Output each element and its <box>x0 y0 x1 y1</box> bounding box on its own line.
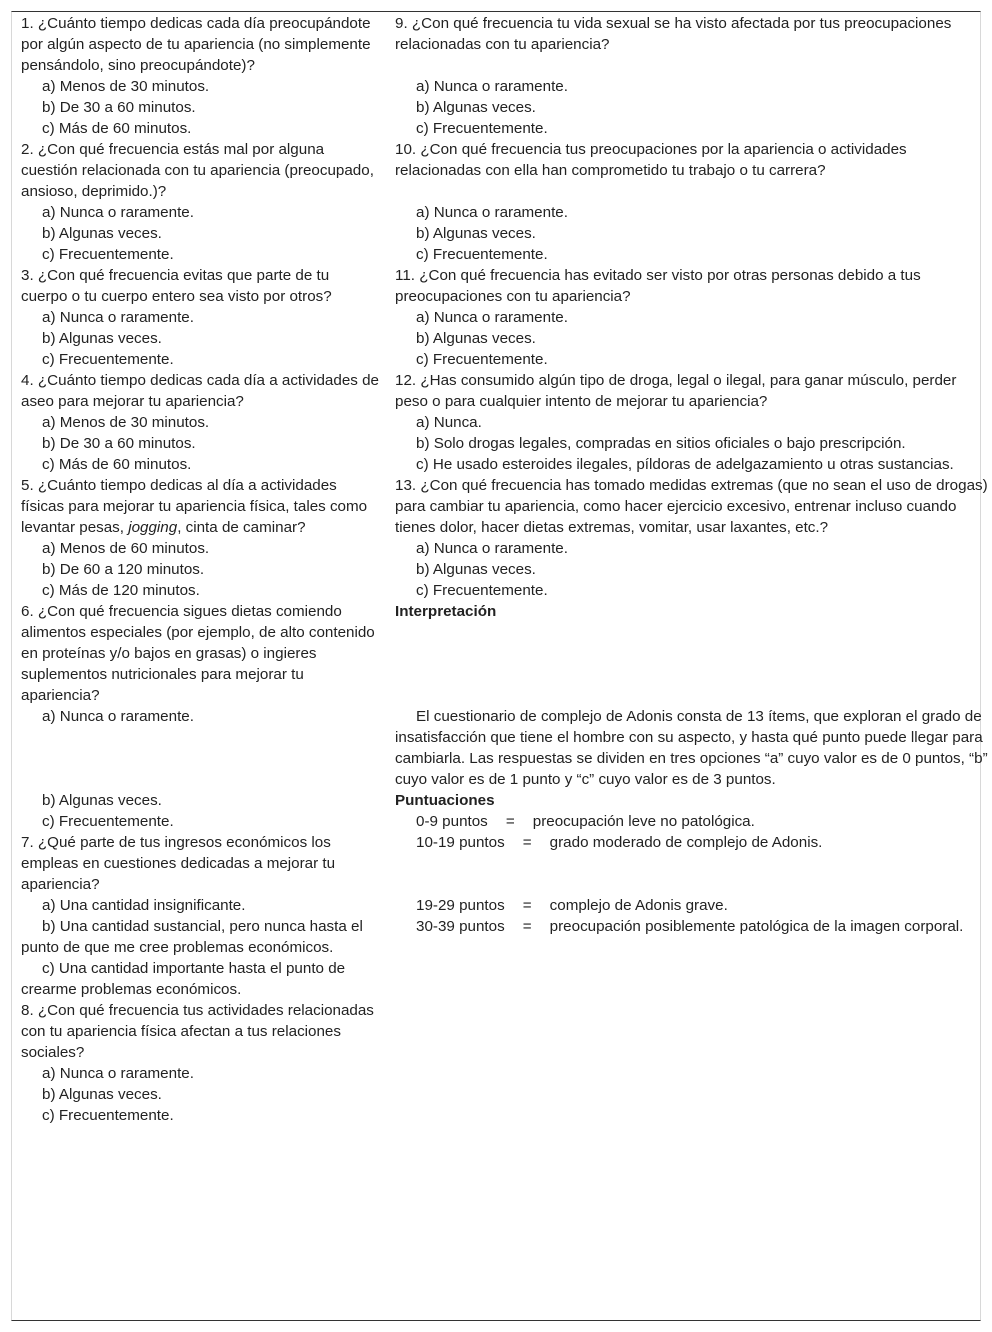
answer-option: a) Nunca o raramente. <box>416 540 568 557</box>
answer-option: c) Más de 60 minutos. <box>42 456 192 473</box>
equals-sign: = <box>522 918 532 935</box>
score-meaning: preocupación leve no patológica. <box>532 813 755 830</box>
answer-option: a) Menos de 30 minutos. <box>42 414 210 431</box>
empty-cell <box>387 1105 992 1126</box>
table-row <box>12 412 992 433</box>
answer-option: c) Frecuentemente. <box>416 351 548 368</box>
table-row <box>12 475 992 538</box>
emphasized-term: jogging <box>128 519 178 536</box>
table-row <box>12 433 992 454</box>
table-row <box>12 559 992 580</box>
answer-option: b) Algunas veces. <box>42 1086 162 1103</box>
score-points: 30-39 puntos <box>416 918 505 935</box>
answer-option: c) Más de 60 minutos. <box>42 120 192 137</box>
table-row <box>12 454 992 475</box>
questionnaire-frame <box>11 11 988 1321</box>
empty-cell <box>387 958 992 1000</box>
table-row <box>12 307 992 328</box>
question-cell: 4. ¿Cuánto tiempo dedicas cada día a actividades de aseo para mejorar tu apariencia? <box>21 372 379 410</box>
answer-option: c) Una cantidad importante hasta el punto de crearme problemas económicos. <box>21 960 346 998</box>
answer-option: b) De 60 a 120 minutos. <box>42 561 205 578</box>
answer-option: c) He usado esteroides ilegales, píldoras de adelgazamiento u otras sustancias. <box>416 456 954 473</box>
question-cell: 6. ¿Con qué frecuencia sigues dietas comiendo alimentos especiales (por ejemplo, de alto contenido en proteínas y/o bajos en grasas) o ingieres suplementos nutricionales para mejorar tu apariencia? <box>21 603 375 704</box>
interpretation-heading: Interpretación <box>395 603 497 620</box>
score-points: 10-19 puntos <box>416 834 505 851</box>
table-row <box>12 1084 992 1105</box>
table-row <box>12 202 992 223</box>
answer-option: c) Frecuentemente. <box>42 1107 174 1124</box>
question-cell: 9. ¿Con qué frecuencia tu vida sexual se ha visto afectada por tus preocupaciones relacionadas con tu apariencia? <box>395 15 952 53</box>
answer-option: a) Menos de 60 minutos. <box>42 540 210 557</box>
answer-option: b) Algunas veces. <box>416 330 536 347</box>
table-row <box>12 1063 992 1084</box>
question-cell: 7. ¿Qué parte de tus ingresos económicos los empleas en cuestiones dedicadas a mejorar tu apariencia? <box>21 834 336 893</box>
table-row <box>12 580 992 601</box>
table-row <box>12 118 992 139</box>
empty-cell <box>387 1000 992 1063</box>
table-row <box>12 370 992 412</box>
score-meaning: preocupación posiblemente patológica de la imagen corporal. <box>549 918 964 935</box>
table-row <box>12 76 992 97</box>
question-cell: 12. ¿Has consumido algún tipo de droga, legal o ilegal, para ganar músculo, perder peso o para cualquier intento de mejorar tu apariencia? <box>395 372 957 410</box>
table-row <box>12 1105 992 1126</box>
scores-heading: Puntuaciones <box>395 792 495 809</box>
table-row <box>12 958 992 1000</box>
answer-option: a) Nunca o raramente. <box>416 309 568 326</box>
answer-option: b) Algunas veces. <box>42 330 162 347</box>
table-row <box>12 97 992 118</box>
answer-option: a) Nunca. <box>416 414 482 431</box>
answer-option: a) Una cantidad insignificante. <box>42 897 246 914</box>
table-row <box>12 916 992 958</box>
table-row <box>12 601 992 706</box>
score-points: 0-9 puntos <box>416 813 488 830</box>
table-row <box>12 832 992 895</box>
answer-option: b) Algunas veces. <box>416 561 536 578</box>
question-cell: 13. ¿Con qué frecuencia has tomado medidas extremas (que no sean el uso de drogas) para cambiar tu apariencia, como hacer ejercicio excesivo, entrenar incluso cuando tienes dolor, hacer dietas extremas, vomitar, usar laxantes, etc.? <box>395 477 988 536</box>
score-points: 19-29 puntos <box>416 897 505 914</box>
table-row <box>12 1000 992 1063</box>
answer-option: c) Frecuentemente. <box>416 246 548 263</box>
answer-option: a) Nunca o raramente. <box>42 204 194 221</box>
score-meaning: complejo de Adonis grave. <box>549 897 728 914</box>
question-cell: 5. ¿Cuánto tiempo dedicas al día a actividades físicas para mejorar tu apariencia física, tales como levantar pesas, jogging, cinta de caminar? <box>21 477 368 536</box>
answer-option: c) Frecuentemente. <box>42 246 174 263</box>
answer-option: c) Frecuentemente. <box>42 813 174 830</box>
answer-option: b) De 30 a 60 minutos. <box>42 435 196 452</box>
answer-option: c) Frecuentemente. <box>42 351 174 368</box>
table-row <box>12 538 992 559</box>
questionnaire-table <box>12 12 992 1126</box>
question-cell: 2. ¿Con qué frecuencia estás mal por alguna cuestión relacionada con tu apariencia (preocupado, ansioso, deprimido.)? <box>21 141 374 200</box>
answer-option: a) Nunca o raramente. <box>42 309 194 326</box>
table-row <box>12 811 992 832</box>
answer-option: b) De 30 a 60 minutos. <box>42 99 196 116</box>
answer-option: b) Una cantidad sustancial, pero nunca hasta el punto de que me cree problemas económicos. <box>21 918 363 956</box>
answer-option: c) Frecuentemente. <box>416 582 548 599</box>
table-row <box>12 895 992 916</box>
table-row <box>12 139 992 202</box>
interpretation-text: El cuestionario de complejo de Adonis consta de 13 ítems, que exploran el grado de insatisfacción que tiene el hombre con su aspecto, y hasta qué punto puede llegar para cambiarla. Las respuestas se dividen en tres opciones “a” cuyo valor es de 0 puntos, “b” cuyo valor es de 1 punto y “c” cuyo valor es de 3 puntos. <box>395 708 988 788</box>
table-row <box>12 244 992 265</box>
table-row <box>12 265 992 307</box>
answer-option: a) Nunca o raramente. <box>416 204 568 221</box>
question-cell: 8. ¿Con qué frecuencia tus actividades relacionadas con tu apariencia física afectan a tus relaciones sociales? <box>21 1002 374 1061</box>
score-range <box>387 916 992 958</box>
empty-cell <box>387 1063 992 1084</box>
equals-sign: = <box>522 834 532 851</box>
score-range <box>387 811 992 832</box>
score-range <box>387 832 992 895</box>
answer-option: b) Algunas veces. <box>416 225 536 242</box>
table-row <box>12 706 992 790</box>
table-row <box>12 790 992 811</box>
question-cell: 10. ¿Con qué frecuencia tus preocupaciones por la apariencia o actividades relacionadas con ella han comprometido tu trabajo o tu carrera? <box>395 141 907 179</box>
score-meaning: grado moderado de complejo de Adonis. <box>549 834 823 851</box>
table-row <box>12 328 992 349</box>
answer-option: c) Frecuentemente. <box>416 120 548 137</box>
table-row <box>12 349 992 370</box>
answer-option: b) Algunas veces. <box>42 225 162 242</box>
table-row <box>12 223 992 244</box>
answer-option: b) Solo drogas legales, compradas en sitios oficiales o bajo prescripción. <box>416 435 906 452</box>
answer-option: a) Nunca o raramente. <box>416 78 568 95</box>
table-row <box>12 12 992 76</box>
empty-cell <box>387 1084 992 1105</box>
answer-option: c) Más de 120 minutos. <box>42 582 200 599</box>
equals-sign: = <box>522 897 532 914</box>
question-cell: 3. ¿Con qué frecuencia evitas que parte de tu cuerpo o tu cuerpo entero sea visto por otros? <box>21 267 332 305</box>
answer-option: a) Nunca o raramente. <box>42 708 194 725</box>
answer-option: a) Nunca o raramente. <box>42 1065 194 1082</box>
answer-option: b) Algunas veces. <box>416 99 536 116</box>
score-range <box>387 895 992 916</box>
question-cell: 1. ¿Cuánto tiempo dedicas cada día preocupándote por algún aspecto de tu apariencia (no simplemente pensándolo, sino preocupándote)? <box>21 15 371 74</box>
answer-option: b) Algunas veces. <box>42 792 162 809</box>
equals-sign: = <box>505 813 515 830</box>
answer-option: a) Menos de 30 minutos. <box>42 78 210 95</box>
question-cell: 11. ¿Con qué frecuencia has evitado ser visto por otras personas debido a tus preocupaciones con tu apariencia? <box>395 267 921 305</box>
